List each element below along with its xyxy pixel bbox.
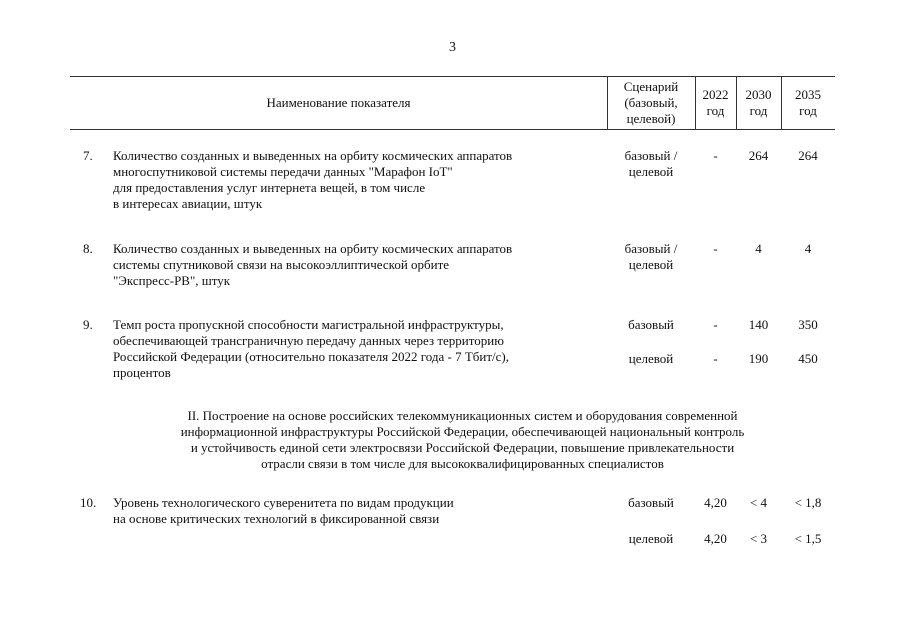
page-number: 3 [449, 40, 456, 55]
row-indicator-text: Темп роста пропускной способности магистральной инфраструктуры, обеспечивающей трансграничную передачу данных через территорию Российской Федерации (относительно показателя 2022 года - 7 Тбит/с), процентов [113, 317, 509, 380]
row-scenario: базовый / целевой [624, 241, 678, 272]
row-value-2030: 140 [748, 317, 769, 332]
row-number: 7. [83, 148, 93, 163]
row-indicator-text: Уровень технологического суверенитета по видам продукции на основе критических технологий в фиксированной связи [113, 495, 454, 526]
table-top-rule [70, 76, 835, 77]
header-scenario: Сценарий (базовый, целевой) [623, 79, 679, 126]
row-scenario: базовый [628, 495, 674, 510]
row-value-2030: 264 [748, 148, 769, 163]
section-title: II. Построение на основе российских телекоммуникационных систем и оборудования современной информационной инфраструктуры Российской Федерации, обеспечивающей национальный контроль и устойчивость единой сети электросвязи Российской Федерации, повышение привлекательности отрасли связи в том числе для высококвалифицированных специалистов [180, 408, 745, 471]
row-value-2030: 190 [748, 351, 769, 366]
row-value-2035: < 1,5 [794, 531, 822, 546]
row-value-2035: 4 [804, 241, 812, 256]
row-value-2035: 350 [798, 317, 818, 332]
table-header-rule [70, 129, 835, 130]
row-number: 9. [83, 317, 93, 332]
row-indicator-text: Количество созданных и выведенных на орбиту космических аппаратов системы спутниковой связи на высокоэллиптической орбите "Экспресс-РВ", штук [113, 241, 513, 288]
row-value-2022: - [713, 317, 718, 332]
row-scenario: базовый / целевой [624, 148, 678, 179]
header-year-2030: 2030 год [745, 87, 772, 118]
row-indicator-text: Количество созданных и выведенных на орбиту космических аппаратов многоспутниковой системы передачи данных "Марафон IoT" для предоставления услуг интернета вещей, в том числе в интересах авиации, штук [113, 148, 513, 211]
row-value-2030: 4 [755, 241, 762, 256]
row-value-2022: 4,20 [704, 531, 727, 546]
row-scenario: базовый [628, 317, 674, 332]
row-value-2022: - [713, 351, 718, 366]
row-value-2030: < 3 [749, 531, 768, 546]
header-year-2022: 2022 год [702, 87, 729, 118]
row-number: 8. [83, 241, 93, 256]
row-number: 10. [80, 495, 97, 510]
header-indicator-name: Наименование показателя [266, 95, 411, 110]
row-value-2035: 450 [798, 351, 818, 366]
header-year-2035: 2035 год [795, 87, 821, 118]
row-scenario: целевой [628, 351, 674, 366]
row-value-2022: - [713, 148, 718, 163]
row-value-2035: 264 [798, 148, 818, 163]
row-value-2030: < 4 [749, 495, 768, 510]
row-scenario: целевой [628, 531, 674, 546]
row-value-2022: 4,20 [704, 495, 727, 510]
row-value-2022: - [713, 241, 718, 256]
row-value-2035: < 1,8 [794, 495, 822, 510]
